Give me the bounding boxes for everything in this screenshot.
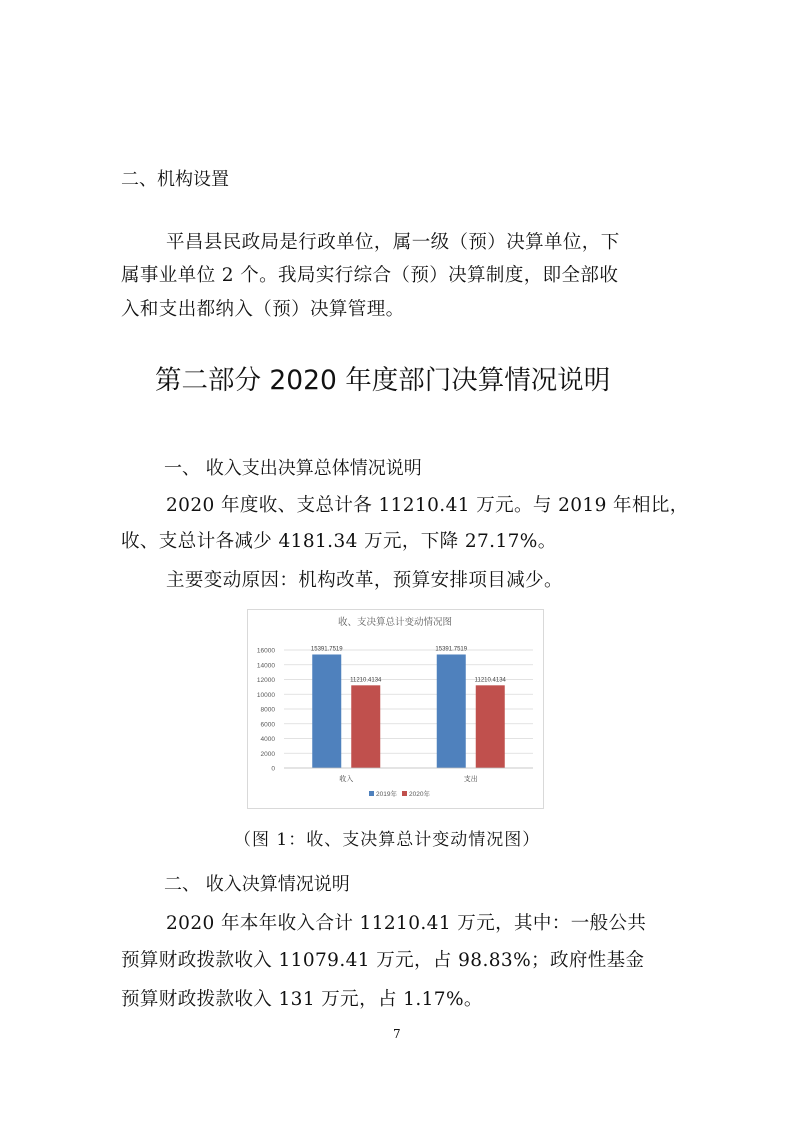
x-tick-label: 收入 xyxy=(339,776,354,783)
paragraph-line: 平昌县民政局是行政单位，属一级（预）决算单位，下 xyxy=(166,232,620,253)
paragraph-line: 2020 年度收、支总计各 11210.41 万元。与 2019 年相比， xyxy=(166,495,689,516)
part-title: 第二部分 2020 年度部门决算情况说明 xyxy=(155,365,611,396)
subsection-heading-overview: 一、 收入支出决算总体情况说明 xyxy=(164,458,422,479)
data-label: 11210.4134 xyxy=(474,677,506,684)
y-tick-label: 4000 xyxy=(260,736,275,743)
y-tick-label: 8000 xyxy=(260,706,275,714)
y-tick-label: 16000 xyxy=(256,647,275,655)
data-label: 11210.4134 xyxy=(350,677,382,684)
subsection-heading-income: 二、 收入决算情况说明 xyxy=(164,874,350,895)
paragraph-line: 入和支出都纳入（预）决算管理。 xyxy=(121,299,405,320)
legend-swatch xyxy=(402,791,407,796)
paragraph-line: 收、支总计各减少 4181.34 万元，下降 27.17%。 xyxy=(121,531,557,552)
data-label: 15391.7519 xyxy=(435,646,468,653)
figure-caption: （图 1：收、支决算总计变动情况图） xyxy=(234,830,541,850)
bar-chart xyxy=(247,609,544,809)
y-tick-label: 10000 xyxy=(256,691,275,699)
bar xyxy=(312,654,341,768)
y-tick-label: 6000 xyxy=(260,721,275,729)
chart-svg xyxy=(248,610,543,808)
legend-label: 2020年 xyxy=(409,791,430,798)
bar xyxy=(476,685,505,768)
section-heading-organization: 二、机构设置 xyxy=(121,169,229,190)
legend-label: 2019年 xyxy=(376,791,397,798)
x-tick-label: 支出 xyxy=(463,776,478,783)
paragraph-line: 2020 年本年收入合计 11210.41 万元，其中：一般公共 xyxy=(166,913,647,934)
data-label: 15391.7519 xyxy=(310,646,343,653)
paragraph-line: 预算财政拨款收入 11079.41 万元，占 98.83%；政府性基金 xyxy=(121,950,645,971)
y-tick-label: 14000 xyxy=(256,662,275,670)
paragraph-line: 属事业单位 2 个。我局实行综合（预）决算制度，即全部收 xyxy=(121,265,619,286)
chart-title: 收、支决算总计变动情况图 xyxy=(337,617,453,628)
y-tick-label: 12000 xyxy=(256,677,275,684)
y-tick-label: 2000 xyxy=(260,750,275,758)
bar xyxy=(351,685,380,768)
bar xyxy=(437,654,466,768)
legend-swatch xyxy=(369,791,374,796)
change-reason: 主要变动原因：机构改革，预算安排项目减少。 xyxy=(166,570,563,591)
page-number: 7 xyxy=(393,1027,401,1041)
paragraph-line: 预算财政拨款收入 131 万元，占 1.17%。 xyxy=(121,989,483,1010)
y-tick-label: 0 xyxy=(271,765,275,773)
